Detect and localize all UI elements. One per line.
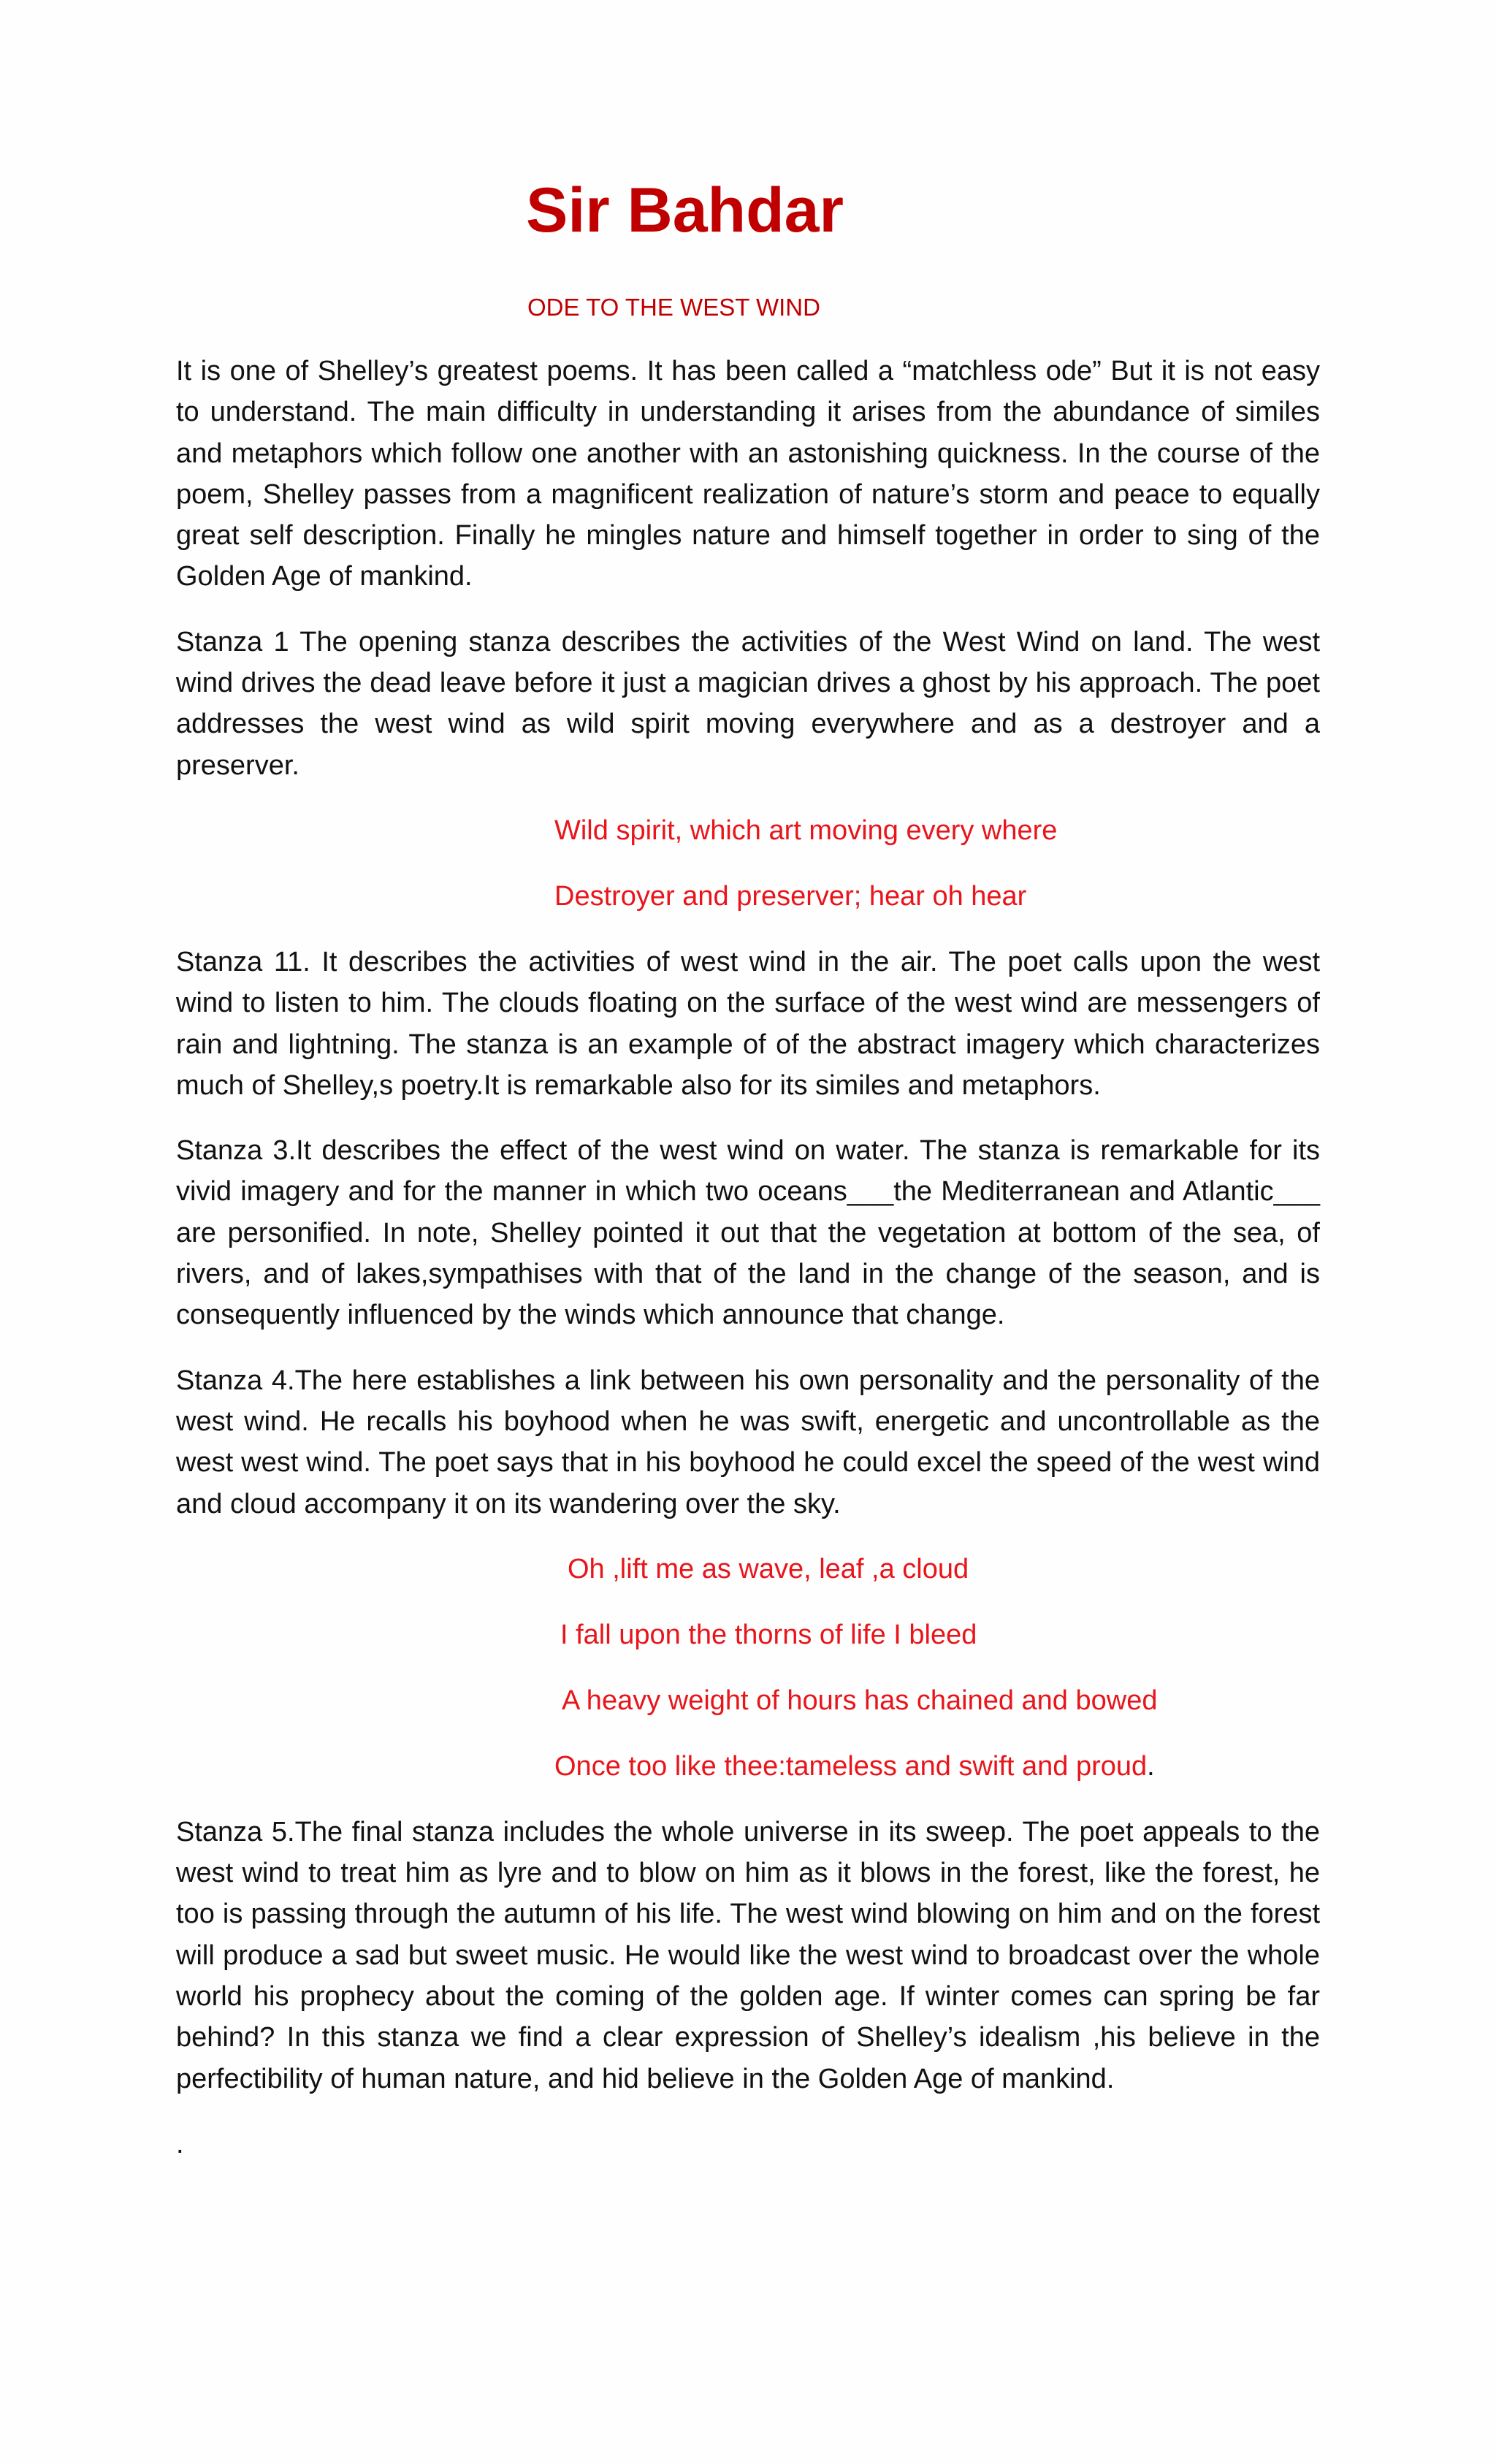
quoted-verse-line xyxy=(176,1746,1320,1787)
quoted-verse-line: I fall upon the thorns of life I bleed xyxy=(560,1619,977,1650)
quoted-verse-line: Destroyer and preserver; hear oh hear xyxy=(554,880,1027,912)
verse-period: . xyxy=(1147,1750,1155,1782)
quoted-verse-line: Wild spirit, which art moving every where xyxy=(554,815,1058,846)
quoted-verse-line: A heavy weight of hours has chained and bowed xyxy=(562,1685,1158,1716)
intro-paragraph: It is one of Shelley’s greatest poems. It has been called a “matchless ode” But it is not easy to understand. The main difficulty in understanding it arises from the abundance of similes and metaphors which follow one another with an astonishing quickness. In the course of the poem, Shelley passes from a magnificent realization of nature’s storm and peace to equally great self description. Finally he mingles nature and himself together in order to sing of the Golden Age of mankind. xyxy=(176,356,1320,592)
document-title: Sir Bahdar xyxy=(526,175,844,245)
stanza-4-paragraph: Stanza 4.The here establishes a link between his own personality and the personality of the west wind. He recalls his boyhood when he was swift, energetic and uncontrollable as the west west wind. The poet says that in his boyhood he could excel the speed of the west wind and cloud accompany it on its wandering over the sky. xyxy=(176,1365,1320,1519)
stanza-3-paragraph: Stanza 3.It describes the effect of the west wind on water. The stanza is remarkable for its vivid imagery and for the manner in which two oceans___the Mediterranean and Atlantic___ are personified. In note, Shelley pointed it out that the vegetation at bottom of the sea, of rivers, and of lakes,sympathises with that of the land in the change of the season, and is consequently influenced by the winds which announce that change. xyxy=(176,1135,1320,1331)
end-mark: . xyxy=(176,2128,184,2159)
poem-title: ODE TO THE WEST WIND xyxy=(527,294,820,321)
stanza-1-paragraph: Stanza 1 The opening stanza describes the activities of the West Wind on land. The west wind drives the dead leave before it just a magician drives a ghost by his approach. The poet addresses the west wind as wild spirit moving everywhere and as a destroyer and a preserver. xyxy=(176,626,1320,781)
document-body xyxy=(176,351,1320,2164)
quoted-verse-line: Oh ,lift me as wave, leaf ,a cloud xyxy=(568,1553,969,1584)
stanza-2-paragraph: Stanza 11. It describes the activities of west wind in the air. The poet calls upon the west wind to listen to him. The clouds floating on the surface of the west wind are messengers of rain and lightning. The stanza is an example of of the abstract imagery which characterizes much of Shelley,s poetry.It is remarkable also for its similes and metaphors. xyxy=(176,946,1320,1101)
stanza-5-paragraph: Stanza 5.The final stanza includes the whole universe in its sweep. The poet appeals to the west wind to treat him as lyre and to blow on him as it blows in the forest, like the forest, he too is passing through the autumn of his life. The west wind blowing on him and on the forest will produce a sad but sweet music. He would like the west wind to broadcast over the whole world his prophecy about the coming of the golden age. If winter comes can spring be far behind? In this stanza we find a clear expression of Shelley’s idealism ,his believe in the perfectibility of human nature, and hid believe in the Golden Age of mankind. xyxy=(176,1816,1320,2094)
verse-text: Once too like thee:tameless and swift and proud xyxy=(554,1750,1148,1782)
